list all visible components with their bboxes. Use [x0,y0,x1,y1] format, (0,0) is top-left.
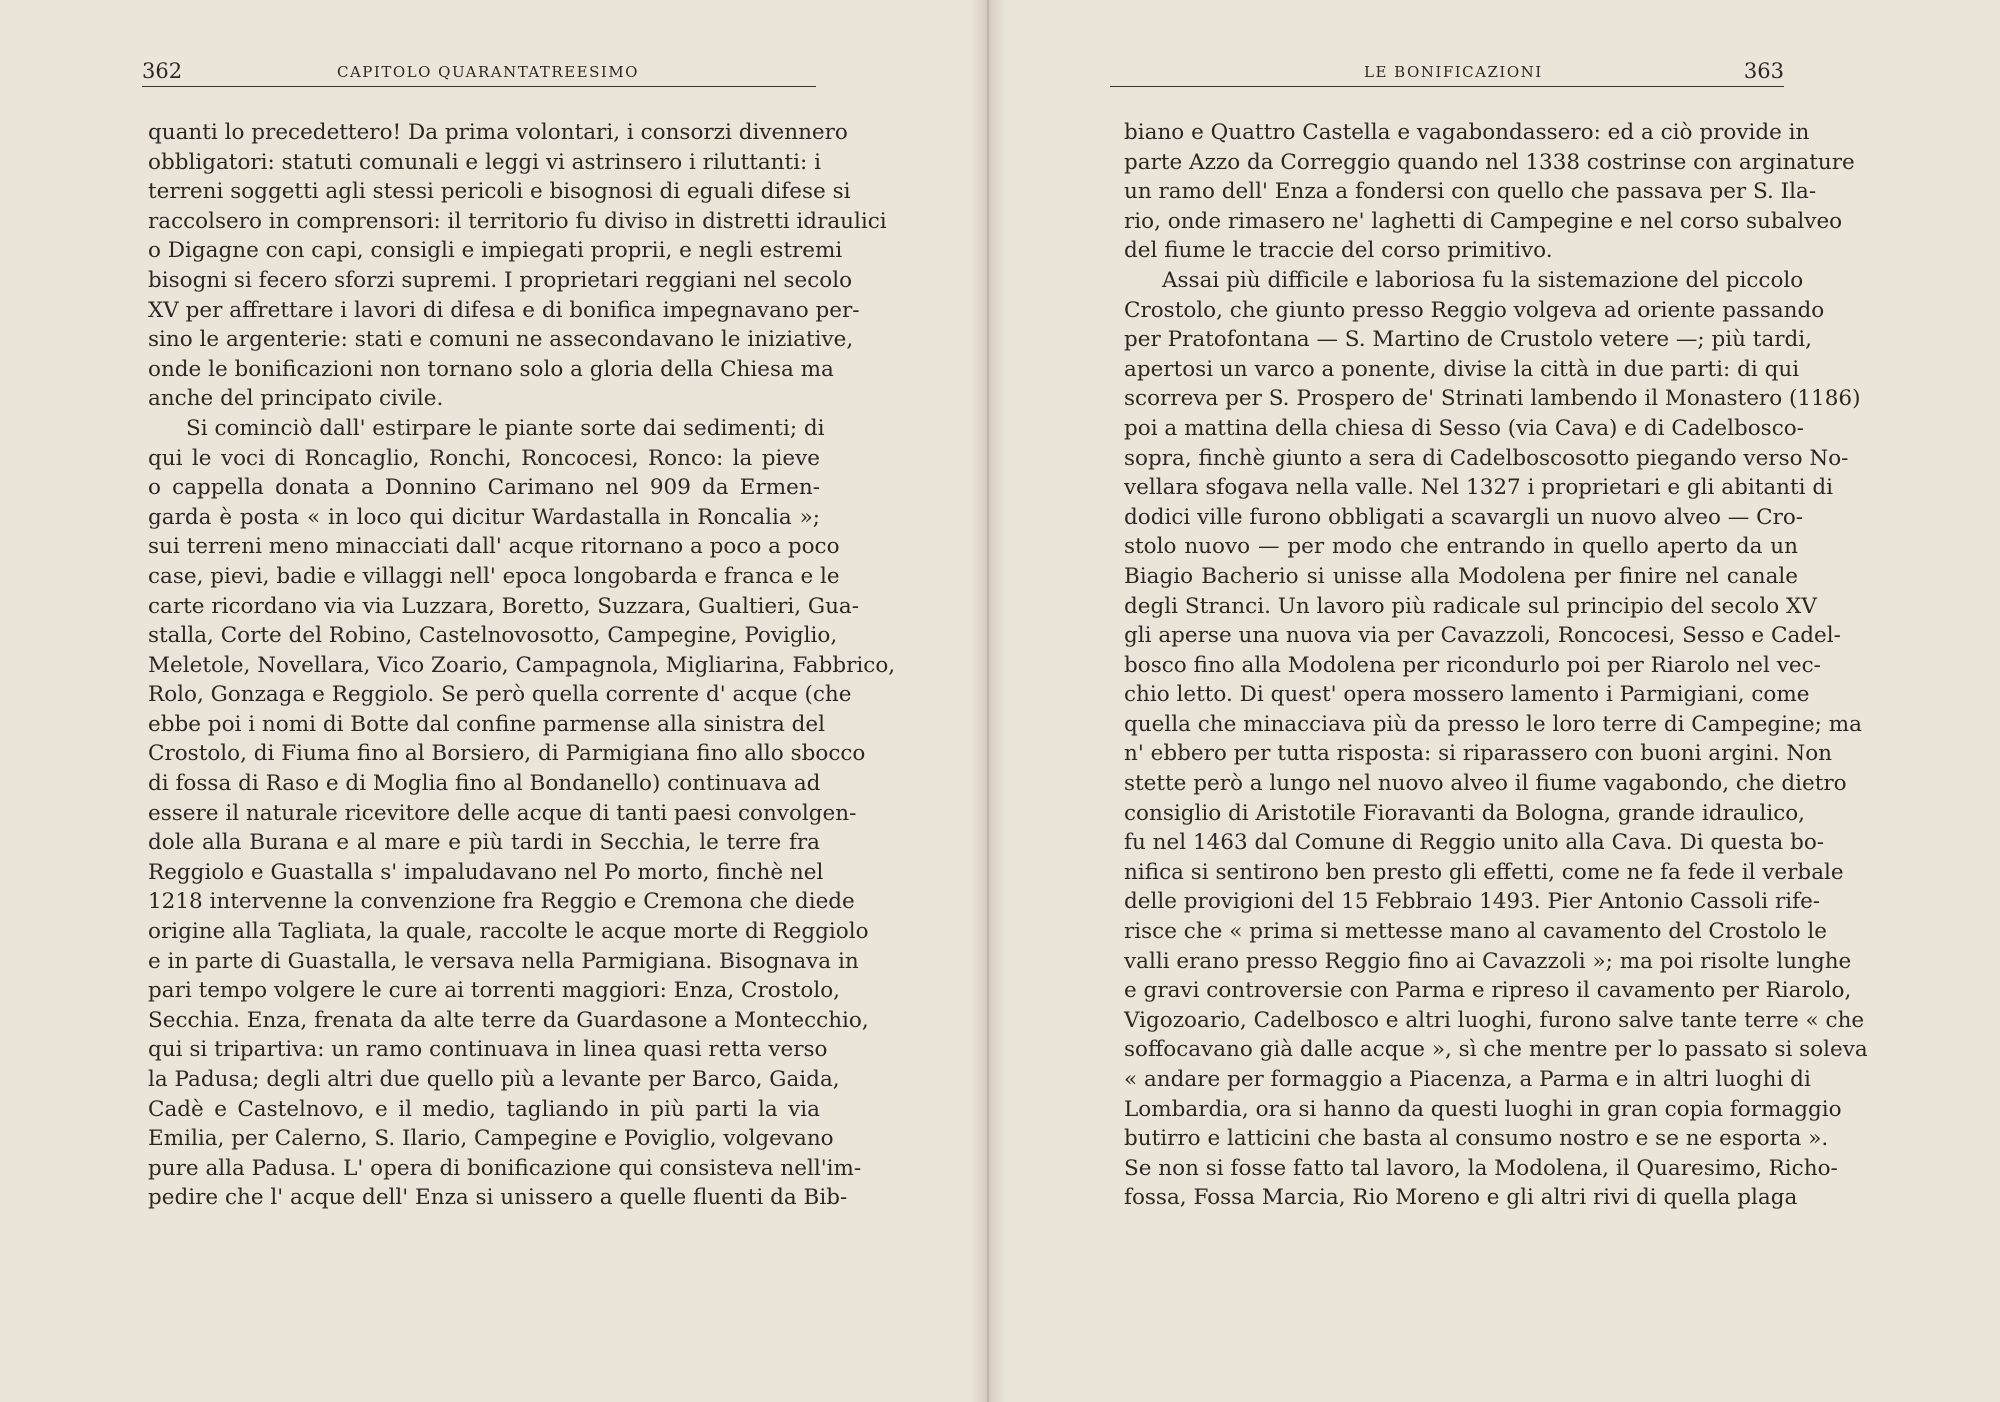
left-page-text [148,118,896,1213]
text-line: fu nel 1463 dal Comune di Reggio unito alla Cava. Di questa bo- [1124,830,1825,856]
text-line: gli aperse una nuova via per Cavazzoli, Roncocesi, Sesso e Cadel- [1124,623,1841,649]
text-line: Vigozoario, Cadelbosco e altri luoghi, furono salve tante terre « che [1124,1007,1865,1033]
page-number: 362 [142,59,183,83]
text-line: e gravi controversie con Parma e ripreso il cavamento per Riarolo, [1124,978,1852,1004]
text-line: stette però a lungo nel nuovo alveo il fiume vagabondo, che dietro [1124,771,1847,797]
text-line: consiglio di Aristotile Fioravanti da Bologna, grande idraulico, [1124,800,1806,826]
text-line: risce che « prima si mettesse mano al cavamento del Crostolo le [1124,919,1827,945]
text-line: raccolsero in comprensori: il territorio fu diviso in distretti idraulici [148,208,887,234]
text-line: un ramo dell' Enza a fondersi con quello che passava per S. Ila- [1124,179,1817,205]
text-line: origine alla Tagliata, la quale, raccolte le acque morte di Reggiolo [148,919,869,945]
text-line: bosco fino alla Modolena per ricondurlo poi per Riarolo nel vec- [1124,652,1821,678]
text-line: Crostolo, di Fiuma fino al Borsiero, di Parmigiana fino allo sbocco [148,741,866,767]
text-line: anche del principato civile. [148,386,444,412]
right-page-header [1110,56,1784,87]
book-gutter [970,0,1006,1402]
text-line: stolo nuovo — per modo che entrando in quello aperto da un [1124,534,1798,560]
text-line: XV per affrettare i lavori di difesa e di bonifica impegnavano per- [148,297,860,323]
text-line: obbligatori: statuti comunali e leggi vi astrinsero i riluttanti: i [148,149,821,175]
text-line: Lombardia, ora si hanno da questi luoghi in gran copia formaggio [1124,1096,1842,1122]
text-line: degli Stranci. Un lavoro più radicale sul principio del secolo XV [1124,593,1817,619]
text-line: la Padusa; degli altri due quello più a levante per Barco, Gaida, [148,1067,840,1092]
text-line: Assai più difficile e laboriosa fu la sistemazione del piccolo [1162,267,1804,293]
text-line: scorreva per S. Prospero de' Strinati lambendo il Monastero (1186) [1124,386,1861,412]
text-line: rio, onde rimasero ne' laghetti di Campegine e nel corso subalveo [1124,208,1843,234]
text-line: dodici ville furono obbligati a scavargli un nuovo alveo — Cro- [1124,504,1804,530]
text-line: qui si tripartiva: un ramo continuava in linea quasi retta verso [148,1037,828,1063]
right-page [986,0,2000,1402]
text-line: Emilia, per Calerno, S. Ilario, Campegine e Poviglio, volgevano [148,1126,834,1152]
text-line: quanti lo precedettero! Da prima volontari, i consorzi divennero [148,120,848,145]
running-head: LE BONIFICAZIONI [1364,63,1543,81]
text-line: delle provigioni del 15 Febbraio 1493. Pier Antonio Cassoli rife- [1124,889,1821,915]
text-line: Secchia. Enza, frenata da alte terre da Guardasone a Montecchio, [148,1007,869,1033]
text-line: sopra, finchè giunto a sera di Cadelboscosotto piegando verso No- [1124,445,1849,471]
text-line: fossa, Fossa Marcia, Rio Moreno e gli altri rivi di quella plaga [1124,1185,1798,1211]
text-line: di fossa di Raso e di Moglia fino al Bondanello) continuava ad [148,771,821,797]
text-line: Rolo, Gonzaga e Reggiolo. Se però quella corrente d' acque (che [148,682,852,708]
right-page-text [1124,118,1868,1213]
left-page [0,0,986,1402]
text-line: pari tempo volgere le cure ai torrenti maggiori: Enza, Crostolo, [148,978,840,1004]
text-line: o Digagne con capi, consigli e impiegati proprii, e negli estremi [148,238,843,264]
text-line: terreni soggetti agli stessi pericoli e bisognosi di eguali difese si [148,179,851,205]
text-line: ebbe poi i nomi di Botte dal confine parmense alla sinistra del [148,711,825,737]
text-line: Biagio Bacherio si unisse alla Modolena per finire nel canale [1124,563,1798,589]
text-line: Cadè e Castelnovo, e il medio, tagliando in più parti la via [148,1096,820,1122]
text-line: valli erano presso Reggio fino ai Cavazzoli »; ma poi risolte lunghe [1124,948,1852,974]
text-line: n' ebbero per tutta risposta: si riparassero con buoni argini. Non [1124,741,1833,767]
text-line: biano e Quattro Castella e vagabondassero: ed a ciò provide in [1124,120,1810,145]
text-line: parte Azzo da Correggio quando nel 1338 costrinse con arginature [1124,149,1855,175]
text-line: bisogni si fecero sforzi supremi. I proprietari reggiani nel secolo [148,267,853,293]
text-line: Si cominciò dall' estirpare le piante sorte dai sedimenti; di [186,415,825,441]
page-number: 363 [1743,59,1784,83]
text-line: apertosi un varco a ponente, divise la città in due parti: di qui [1124,356,1800,382]
text-line: sino le argenterie: stati e comuni ne assecondavano le iniziative, [148,327,854,353]
text-line: del fiume le traccie del corso primitivo. [1124,238,1553,264]
text-line: Crostolo, che giunto presso Reggio volgeva ad oriente passando [1124,297,1825,323]
text-line: 1218 intervenne la convenzione fra Reggio e Cremona che diede [148,889,855,915]
text-line: garda è posta « in loco qui dicitur Wardastalla in Roncalia »; [148,504,820,530]
text-line: poi a mattina della chiesa di Sesso (via Cava) e di Cadelbosco- [1124,415,1804,441]
text-line: pure alla Padusa. L' opera di bonificazione qui consisteva nell'im- [148,1155,862,1181]
text-line: onde le bonificazioni non tornano solo a gloria della Chiesa ma [148,356,834,382]
text-line: case, pievi, badie e villaggi nell' epoca longobarda e franca e le [148,563,840,589]
text-line: pedire che l' acque dell' Enza si unissero a quelle fluenti da Bib- [148,1185,848,1211]
text-line: Meletole, Novellara, Vico Zoario, Campagnola, Migliarina, Fabbrico, [148,652,896,678]
text-line: Se non si fosse fatto tal lavoro, la Modolena, il Quaresimo, Richo- [1124,1155,1838,1181]
text-line: chio letto. Di quest' opera mossero lamento i Parmigiani, come [1124,682,1810,708]
text-line: Reggiolo e Guastalla s' impaludavano nel Po morto, finchè nel [148,859,824,885]
left-page-header [142,56,816,87]
text-line: essere il naturale ricevitore delle acque di tanti paesi convolgen- [148,800,857,826]
text-line: nifica si sentirono ben presto gli effetti, come ne fa fede il verbale [1124,859,1844,885]
running-head: CAPITOLO QUARANTATREESIMO [337,63,639,81]
text-line: e in parte di Guastalla, le versava nella Parmigiana. Bisognava in [148,948,859,974]
text-line: dole alla Burana e al mare e più tardi in Secchia, le terre fra [148,830,820,856]
text-line: soffocavano già dalle acque », sì che mentre per lo passato si soleva [1124,1037,1868,1063]
text-line: « andare per formaggio a Piacenza, a Parma e in altri luoghi di [1124,1067,1811,1092]
text-line: vellara sfogava nella valle. Nel 1327 i proprietari e gli abitanti di [1124,475,1834,501]
text-line: o cappella donata a Donnino Carimano nel 909 da Ermen- [148,475,820,501]
text-line: quella che minacciava più da presso le loro terre di Campegine; ma [1124,711,1862,737]
text-line: per Pratofontana — S. Martino de Crustolo vetere —; più tardi, [1124,327,1813,353]
text-line: sui terreni meno minacciati dall' acque ritornano a poco a poco [148,534,840,560]
text-line: stalla, Corte del Robino, Castelnovosotto, Campegine, Poviglio, [148,623,838,649]
text-line: carte ricordano via via Luzzara, Boretto, Suzzara, Gualtieri, Gua- [148,593,860,619]
text-line: qui le voci di Roncaglio, Ronchi, Roncocesi, Ronco: la pieve [148,445,820,471]
text-line: butirro e latticini che basta al consumo nostro e se ne esporta ». [1124,1126,1829,1152]
